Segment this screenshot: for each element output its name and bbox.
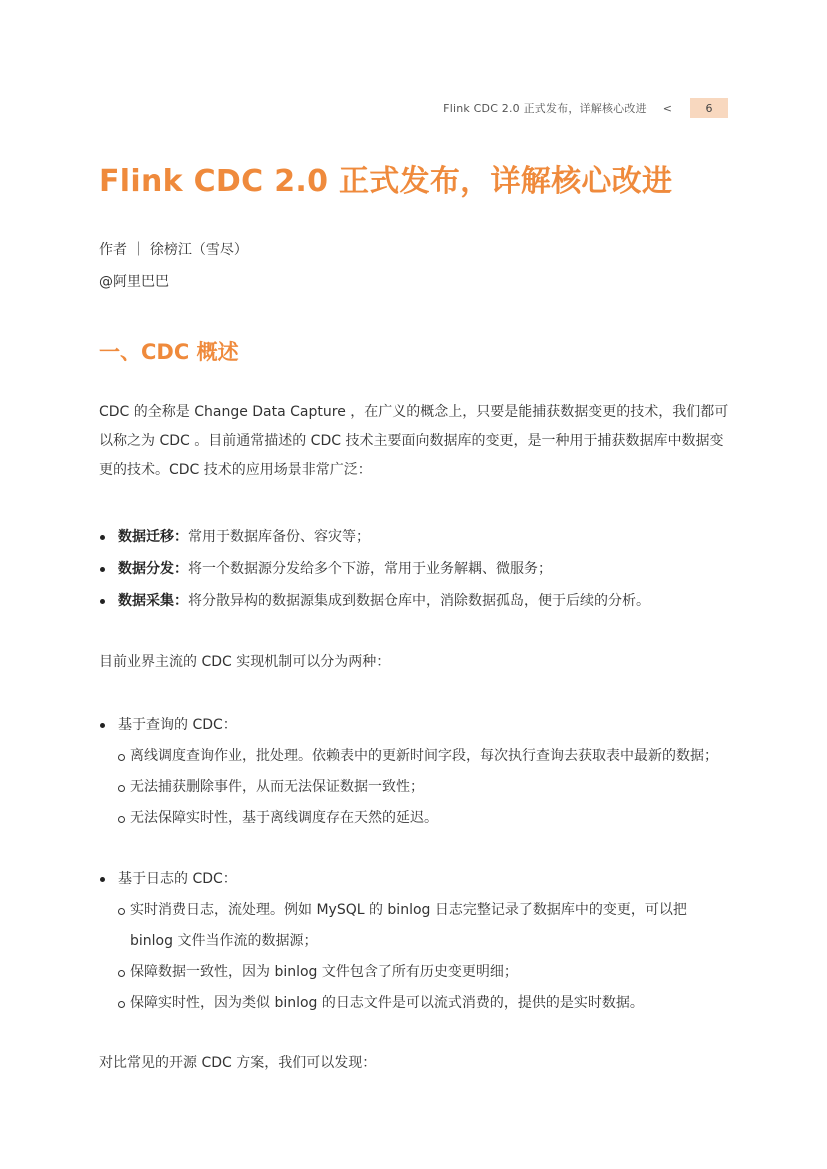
list-item-label: 基于查询的 CDC： — [99, 709, 731, 741]
sub-list-item: 无法捕获删除事件，从而无法保证数据一致性； — [99, 772, 731, 803]
intro-paragraph: CDC 的全称是 Change Data Capture ，在广义的概念上，只要是能捕获数据变更的技术，我们都可以称之为 CDC 。目前通常描述的 CDC 技术主要面向数据库的变更，是一种用于捕获数据库中数据变更的技术。CDC 技术的应用场景非常广泛： — [99, 404, 729, 478]
list-item-label: 数据迁移： — [118, 529, 188, 545]
compare-intro: 对比常见的开源 CDC 方案，我们可以发现： — [99, 1055, 377, 1071]
list-item-label: 数据分发： — [118, 561, 188, 577]
query-based-group — [99, 709, 731, 834]
sub-list-item: 无法保障实时性，基于离线调度存在天然的延迟。 — [99, 803, 731, 834]
sub-list — [99, 741, 731, 834]
author-line: 作者 ｜ 徐榜江（雪尽） — [99, 242, 248, 258]
scenario-list — [99, 521, 731, 617]
sub-list-item: 实时消费日志，流处理。例如 MySQL 的 binlog 日志完整记录了数据库中的变更，可以把 binlog 文件当作流的数据源； — [99, 895, 731, 957]
list-item-label: 数据采集： — [118, 593, 188, 609]
list-item — [99, 521, 731, 553]
sub-list — [99, 895, 731, 1019]
list-item — [99, 585, 731, 617]
page-number-badge: 6 — [690, 98, 728, 118]
list-item-text: 将一个数据源分发给多个下游，常用于业务解耦、微服务； — [188, 561, 552, 577]
organization-line: @阿里巴巴 — [99, 274, 169, 290]
sub-list-item: 离线调度查询作业，批处理。依赖表中的更新时间字段，每次执行查询去获取表中最新的数据； — [99, 741, 731, 772]
chevron-left-icon: < — [662, 101, 672, 115]
list-item-text: 将分散异构的数据源集成到数据仓库中，消除数据孤岛，便于后续的分析。 — [188, 593, 650, 609]
list-item-label: 基于日志的 CDC： — [99, 863, 731, 895]
sub-list-item: 保障数据一致性，因为 binlog 文件包含了所有历史变更明细； — [99, 957, 731, 988]
mechanism-intro: 目前业界主流的 CDC 实现机制可以分为两种： — [99, 654, 391, 670]
log-based-group — [99, 863, 731, 1019]
article-title: Flink CDC 2.0 正式发布，详解核心改进 — [99, 164, 673, 199]
list-item — [99, 553, 731, 585]
sub-list-item: 保障实时性，因为类似 binlog 的日志文件是可以流式消费的，提供的是实时数据。 — [99, 988, 731, 1019]
running-title: Flink CDC 2.0 正式发布，详解核心改进 — [443, 102, 647, 115]
running-header — [443, 98, 728, 118]
section-heading: 一、CDC 概述 — [99, 340, 239, 364]
list-item-text: 常用于数据库备份、容灾等； — [188, 529, 370, 545]
